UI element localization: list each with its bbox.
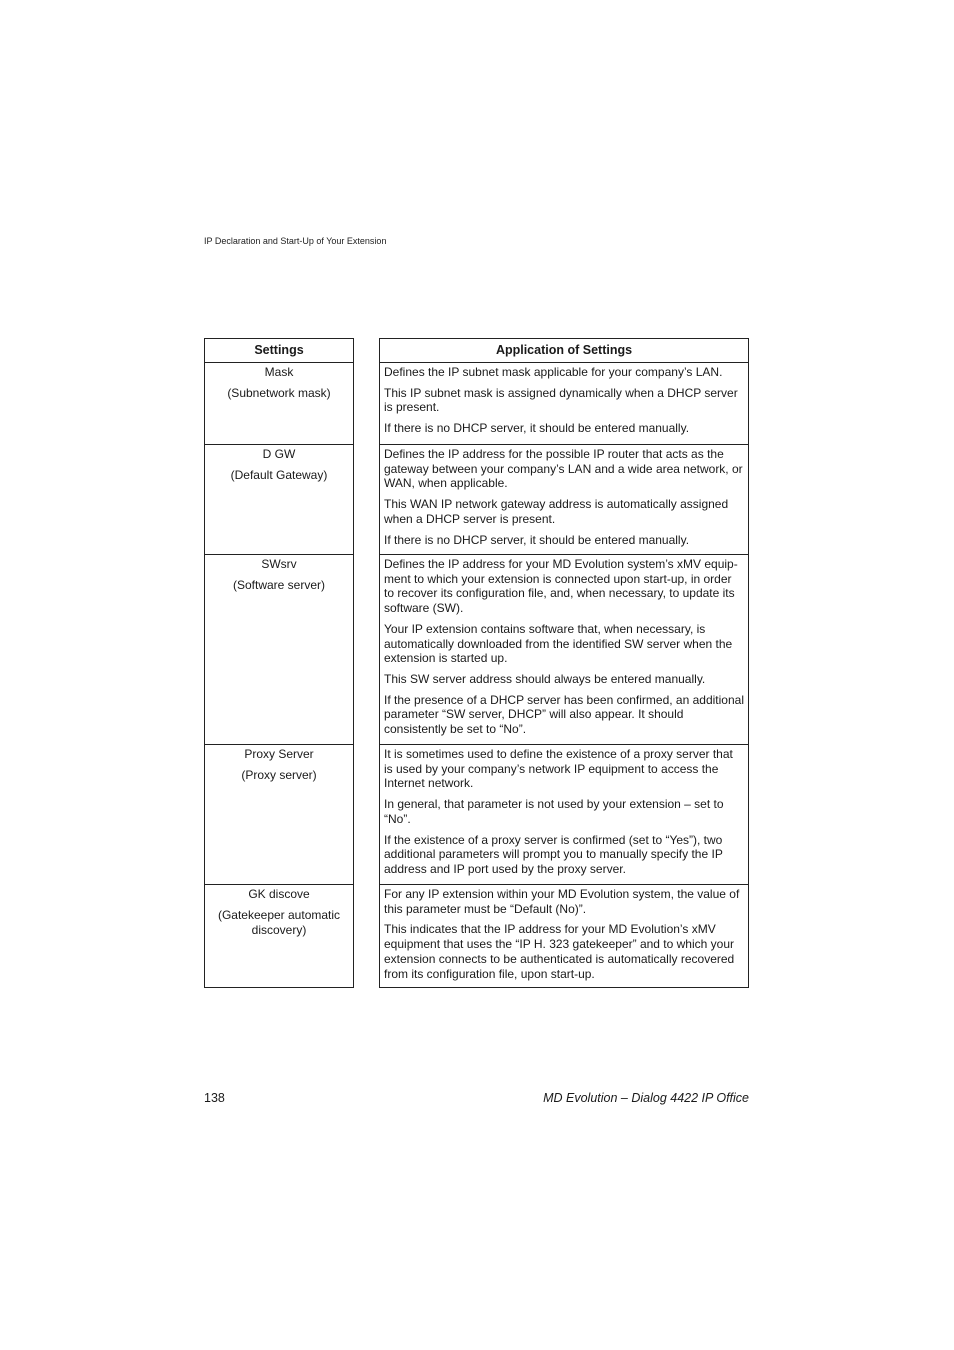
setting-alias: (Subnetwork mask) <box>227 386 331 400</box>
setting-application-cell <box>379 745 749 885</box>
setting-application-cell <box>379 363 749 445</box>
application-paragraph: This indicates that the IP address for your MD Evolution’s xMV equipment that uses the “IP H. 323 gatekeeper” and to which your extension connects to be authenticated is automatically recovered from its configuration file, upon start-up. <box>384 922 735 981</box>
table-header-row <box>204 338 750 363</box>
application-paragraph: Defines the IP address for your MD Evolution system’s xMV equip-ment to which your extension is connected upon start-up, in order to recover its configuration file, and, when necessary, to update its software (SW). <box>384 557 738 616</box>
application-paragraph: It is sometimes used to define the existence of a proxy server that is used by your company’s network IP equipment to access the Internet network. <box>384 747 733 791</box>
table-row <box>204 885 750 988</box>
setting-name-cell <box>204 445 354 555</box>
table-row <box>204 555 750 745</box>
column-header-settings: Settings <box>204 338 354 363</box>
setting-application-cell <box>379 445 749 555</box>
running-header: IP Declaration and Start-Up of Your Extension <box>204 236 387 246</box>
setting-alias: (Default Gateway) <box>230 468 328 482</box>
application-paragraph: Defines the IP address for the possible IP router that acts as the gateway between your company’s LAN and a wide area network, or WAN, when applicable. <box>384 447 743 491</box>
application-paragraph: Your IP extension contains software that, when necessary, is automatically downloaded from the identified SW server when the extension is started up. <box>384 621 733 666</box>
setting-alias: (Proxy server) <box>241 768 317 782</box>
setting-alias: (Software server) <box>232 578 326 592</box>
table-row <box>204 363 750 445</box>
settings-table <box>204 338 750 988</box>
application-paragraph: Defines the IP subnet mask applicable for your company’s LAN. <box>384 365 723 379</box>
setting-name: Proxy Server <box>244 747 314 761</box>
setting-name-cell <box>204 363 354 445</box>
setting-name-cell <box>204 885 354 988</box>
setting-name: Mask <box>264 365 294 379</box>
application-paragraph: This SW server address should always be entered manually. <box>384 671 706 686</box>
application-paragraph: If there is no DHCP server, it should be entered manually. <box>384 532 690 547</box>
setting-name: D GW <box>262 447 296 461</box>
application-paragraph: If the presence of a DHCP server has been confirmed, an additional parameter “SW server, DHCP” will also appear. It should consistently be set to “No”. <box>384 692 744 737</box>
setting-name-cell <box>204 745 354 885</box>
application-paragraph: This IP subnet mask is assigned dynamically when a DHCP server is present. <box>384 385 738 415</box>
application-paragraph: If there is no DHCP server, it should be entered manually. <box>384 421 690 436</box>
setting-application-cell <box>379 885 749 988</box>
setting-name: SWsrv <box>261 557 297 571</box>
page-number: 138 <box>204 1091 225 1105</box>
table-row <box>204 445 750 555</box>
table-row <box>204 745 750 885</box>
column-header-application: Application of Settings <box>379 338 749 363</box>
application-paragraph: This WAN IP network gateway address is automatically assigned when a DHCP server is present. <box>384 497 729 526</box>
application-paragraph: If the existence of a proxy server is confirmed (set to “Yes”), two additional parameters will prompt you to manually specify the IP address and IP port used by the proxy server. <box>384 832 723 876</box>
setting-application-cell <box>379 555 749 745</box>
application-paragraph: In general, that parameter is not used by your extension – set to “No”. <box>384 797 724 826</box>
document-title: MD Evolution – Dialog 4422 IP Office <box>543 1091 749 1105</box>
setting-name: GK discove <box>248 887 310 901</box>
setting-name-cell <box>204 555 354 745</box>
setting-alias: (Gatekeeper automatic discovery) <box>217 908 341 937</box>
application-paragraph: For any IP extension within your MD Evolution system, the value of this parameter must be “Default (No)”. <box>384 887 740 916</box>
